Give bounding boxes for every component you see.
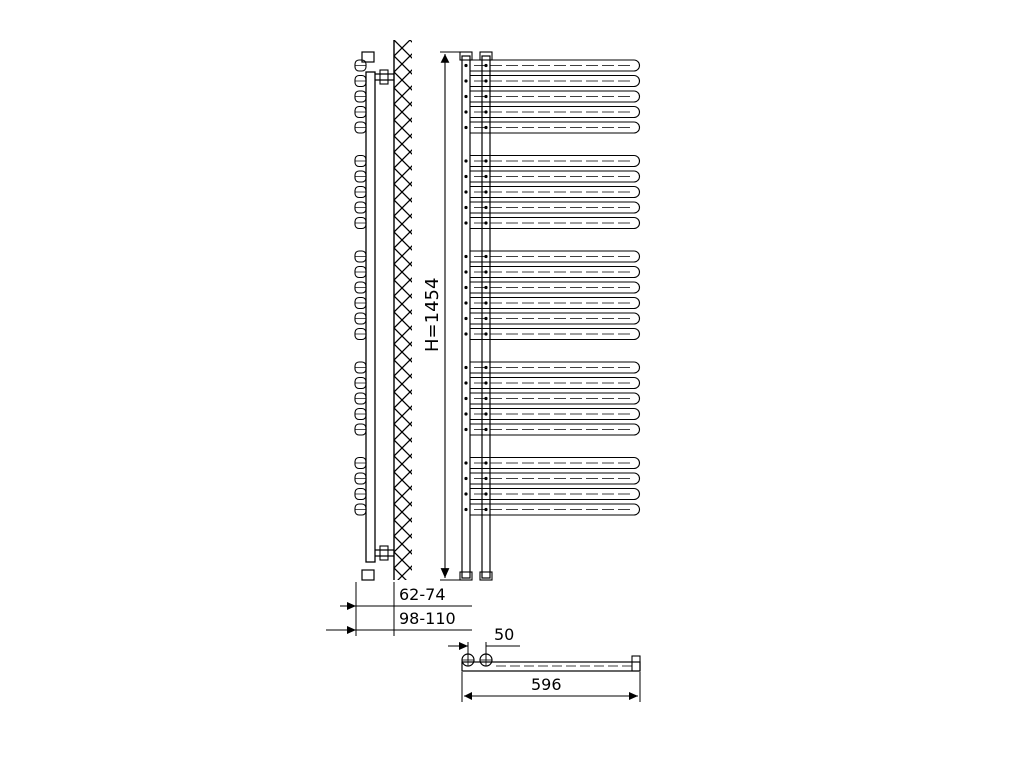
side-bar-stub xyxy=(355,473,366,484)
side-bar-stub xyxy=(355,156,366,167)
top-view-body xyxy=(462,662,640,671)
side-bar-stub xyxy=(355,313,366,324)
side-bar-stub xyxy=(355,218,366,229)
radiator-bar xyxy=(464,298,639,309)
radiator-bar xyxy=(464,473,639,484)
wall-bracket-top xyxy=(375,70,394,84)
side-bar-stub xyxy=(355,202,366,213)
radiator-bar xyxy=(464,202,639,213)
side-bar-stub xyxy=(355,107,366,118)
side-bar-stubs xyxy=(355,60,366,515)
side-bar-stub xyxy=(355,282,366,293)
radiator-bar xyxy=(464,393,639,404)
dimension-wall-gap xyxy=(340,582,472,612)
side-collector-pipe xyxy=(366,72,375,562)
side-bar-stub xyxy=(355,267,366,278)
side-bar-stub xyxy=(355,489,366,500)
radiator-bar xyxy=(464,76,639,87)
radiator-bar xyxy=(464,458,639,469)
dimension-width xyxy=(462,672,640,702)
radiator-bar xyxy=(464,251,639,262)
side-bottom-cap xyxy=(362,570,374,580)
radiator-bar xyxy=(464,171,639,182)
top-view xyxy=(448,625,640,702)
radiator-bar xyxy=(464,122,639,133)
wall-bracket-bottom xyxy=(375,546,394,560)
radiator-bar xyxy=(464,91,639,102)
side-bar-stub xyxy=(355,504,366,515)
side-bar-stub xyxy=(355,362,366,373)
side-bar-stub xyxy=(355,298,366,309)
dimension-total-depth xyxy=(326,609,472,636)
pipe-spacing-label: 50 xyxy=(494,625,515,644)
wall-gap-label: 62-74 xyxy=(399,585,446,604)
side-bar-stub xyxy=(355,329,366,340)
height-label: H=1454 xyxy=(422,277,443,352)
dimension-height xyxy=(422,52,464,580)
front-view xyxy=(422,52,640,580)
width-label: 596 xyxy=(531,675,562,694)
radiator-bar xyxy=(464,362,639,373)
radiator-bar xyxy=(464,409,639,420)
side-view xyxy=(326,40,472,636)
radiator-bar xyxy=(464,156,639,167)
side-bar-stub xyxy=(355,122,366,133)
radiator-bar xyxy=(464,313,639,324)
top-pipe-right xyxy=(480,654,492,666)
top-pipe-left xyxy=(462,654,474,666)
radiator-bar xyxy=(464,378,639,389)
side-bar-stub xyxy=(355,91,366,102)
side-bar-stub xyxy=(355,409,366,420)
side-bar-stub xyxy=(355,187,366,198)
radiator-bar xyxy=(464,60,639,71)
side-bar-stub xyxy=(355,393,366,404)
radiator-bar xyxy=(464,267,639,278)
total-depth-label: 98-110 xyxy=(399,609,456,628)
side-bar-stub xyxy=(355,378,366,389)
side-bar-stub xyxy=(355,424,366,435)
side-bar-stub xyxy=(355,76,366,87)
radiator-bar xyxy=(464,424,639,435)
front-bars xyxy=(464,60,639,515)
side-bar-stub xyxy=(355,251,366,262)
side-bar-stub xyxy=(355,458,366,469)
top-end-cap xyxy=(632,656,640,671)
wall-hatching xyxy=(394,40,412,580)
radiator-bar xyxy=(464,187,639,198)
collector-caps xyxy=(460,52,492,580)
radiator-bar xyxy=(464,329,639,340)
radiator-bar xyxy=(464,489,639,500)
radiator-bar xyxy=(464,218,639,229)
side-bar-stub xyxy=(355,171,366,182)
radiator-bar xyxy=(464,282,639,293)
radiator-bar xyxy=(464,504,639,515)
radiator-bar xyxy=(464,107,639,118)
